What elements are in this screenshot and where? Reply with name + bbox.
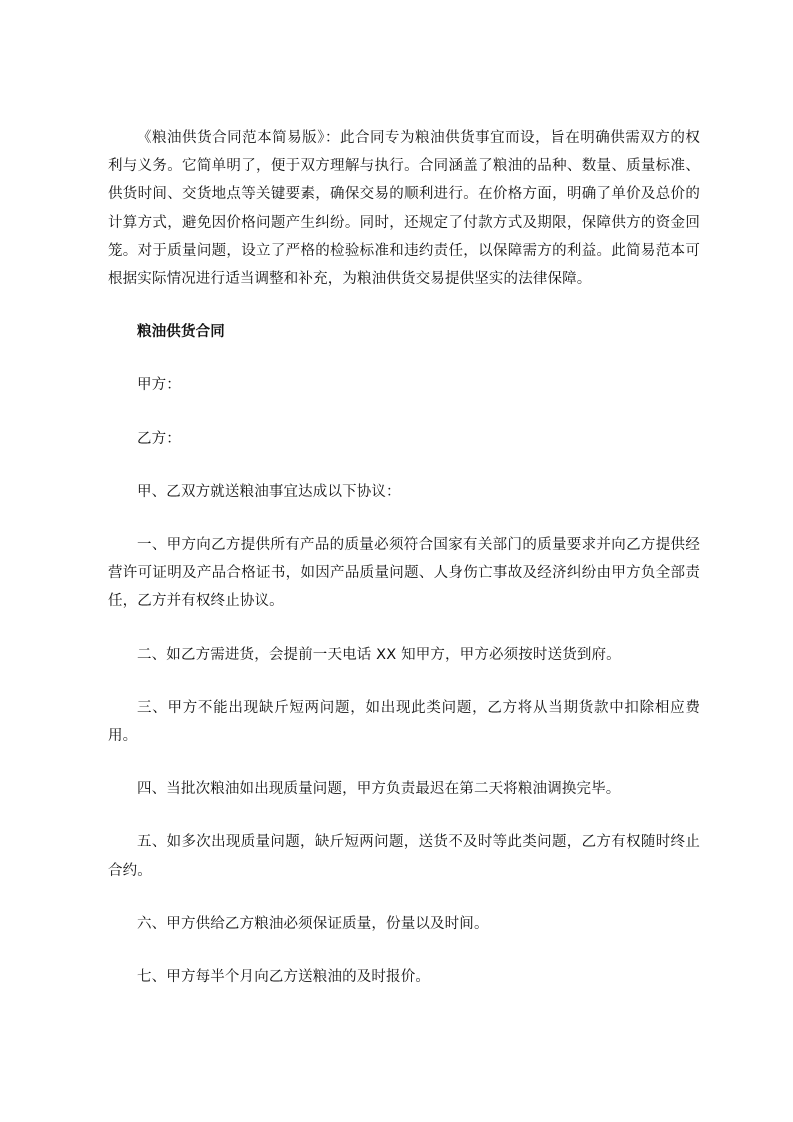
clause-4: 四、当批次粮油如出现质量问题，甲方负责最迟在第二天将粮油调换完毕。	[137, 781, 621, 798]
clause-7: 七、甲方每半个月向乙方送粮油的及时报价。	[137, 969, 430, 986]
clause-3: 三、甲方不能出现缺斤短两问题，如出现此类问题，乙方将从当期货款中扣除相应费用。	[108, 699, 700, 745]
clause-6: 六、甲方供给乙方粮油必须保证质量，份量以及时间。	[137, 915, 489, 932]
clause-5: 五、如多次出现质量问题，缺斤短两问题，送货不及时等此类问题，乙方有权随时终止合约。	[108, 834, 700, 879]
contract-title: 粮油供货合同	[137, 324, 225, 341]
preamble-line: 甲、乙双方就送粮油事宜达成以下协议：	[137, 483, 401, 500]
clause-1: 一、甲方向乙方提供所有产品的质量必须符合国家有关部门的质量要求并向乙方提供经营许可证明及产品合格证书，如因产品质量问题、人身伤亡事故及经济纠纷由甲方负全部责任，乙方并有权终止协议。	[108, 537, 700, 610]
clause-2: 二、如乙方需进货，会提前一天电话 XX 知甲方，甲方必须按时送货到府。	[137, 646, 621, 663]
party-a-line: 甲方：	[137, 377, 181, 394]
intro-paragraph: 《粮油供货合同范本简易版》：此合同专为粮油供货事宜而设，旨在明确供需双方的权利与义务。它简单明了，便于双方理解与执行。合同涵盖了粮油的品种、数量、质量标准、供货时间、交货地点等关键要素，确保交易的顺利进行。在价格方面，明确了单价及总价的计算方式，避免因价格问题产生纠纷。同时，还规定了付款方式及期限，保障供方的资金回笼。对于质量问题，设立了严格的检验标准和违约责任，以保障需方的利益。此简易范本可根据实际情况进行适当调整和补充，为粮油供货交易提供坚实的法律保障。	[108, 130, 700, 288]
party-b-line: 乙方：	[137, 430, 181, 447]
document-page	[108, 124, 700, 991]
